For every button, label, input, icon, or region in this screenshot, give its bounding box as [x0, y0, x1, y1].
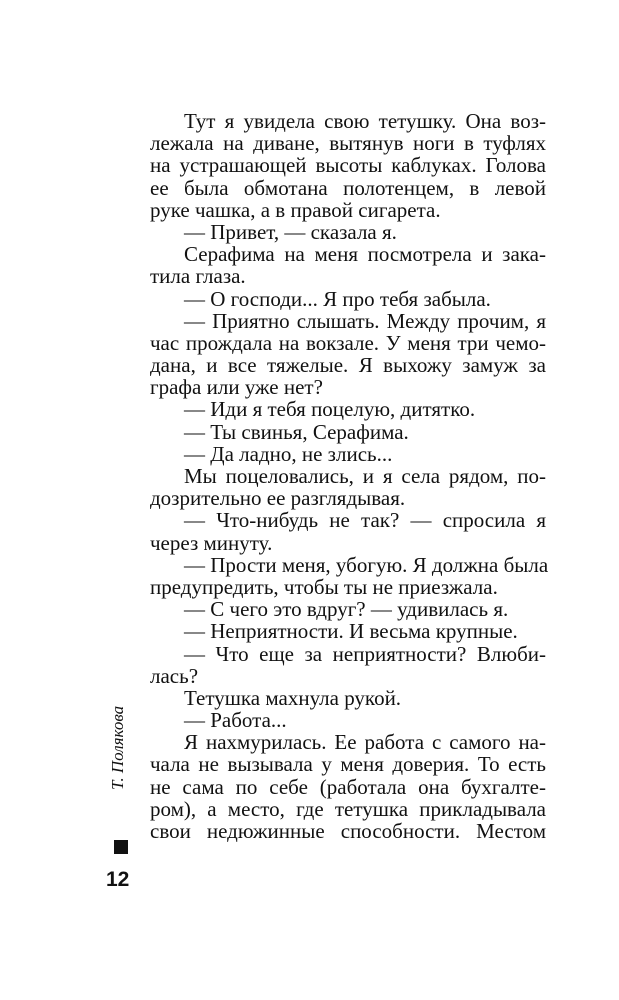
text-line: не сама по себе (работала она бухгалте- [150, 774, 546, 799]
text-line: — Привет, — сказала я. [184, 219, 397, 244]
text-line: Мы поцеловались, и я села рядом, по- [184, 464, 546, 488]
text-line: — С чего это вдруг? — удивилась я. [184, 597, 509, 622]
text-line: предупредить, чтобы ты не приезжала. [150, 574, 498, 599]
text-line: свои недюжинные способности. Местом [150, 819, 546, 843]
text-line: — Ты свинья, Серафима. [184, 419, 409, 444]
text-line: лась? [150, 663, 199, 688]
page-number: 12 [106, 868, 130, 891]
text-line: руке чашка, а в правой сигарета. [150, 197, 441, 222]
text-line: графа или уже нет? [150, 375, 323, 400]
text-line: дозрительно ее разглядывая. [150, 486, 406, 511]
text-line: лежала на диване, вытянув ноги в туфлях [150, 131, 546, 156]
text-line: — Иди я тебя поцелую, дитятко. [184, 397, 476, 422]
text-line: тила глаза. [150, 264, 246, 289]
text-line: — Да ладно, не злись... [184, 441, 393, 466]
text-line: — Прости меня, убогую. Я должна была [184, 552, 549, 577]
text-line: — Что еще за неприятности? Влюби- [184, 641, 546, 666]
text-line: — Работа... [184, 708, 287, 733]
text-line: Тут я увидела свою тетушку. Она воз- [184, 109, 546, 133]
body-text [150, 109, 549, 843]
text-line: ром), а место, где тетушка прикладывала [150, 796, 546, 821]
text-line: — О господи... Я про тебя забыла. [184, 286, 491, 311]
text-line: час прождала на вокзале. У меня три чемо- [150, 330, 546, 355]
text-line: — Приятно слышать. Между прочим, я [184, 308, 546, 333]
text-line: — Что-нибудь не так? — спросила я [184, 508, 546, 533]
text-line: — Неприятности. И весьма крупные. [184, 619, 518, 644]
text-line: через минуту. [150, 530, 273, 555]
text-line: чала не вызывала у меня доверия. То есть [150, 752, 546, 777]
text-line: ее была обмотана полотенцем, в левой [150, 175, 546, 200]
black-square-marker [114, 840, 128, 854]
text-line: Я нахмурилась. Ее работа с самого на- [184, 730, 546, 755]
text-line: Серафима на меня посмотрела и зака- [184, 242, 546, 267]
author-running-head: Т. Полякова [108, 705, 127, 790]
text-line: Тетушка махнула рукой. [184, 685, 402, 710]
text-line: на устрашающей высоты каблуках. Голова [150, 153, 546, 178]
text-line: дана, и все тяжелые. Я выхожу замуж за [150, 353, 546, 378]
